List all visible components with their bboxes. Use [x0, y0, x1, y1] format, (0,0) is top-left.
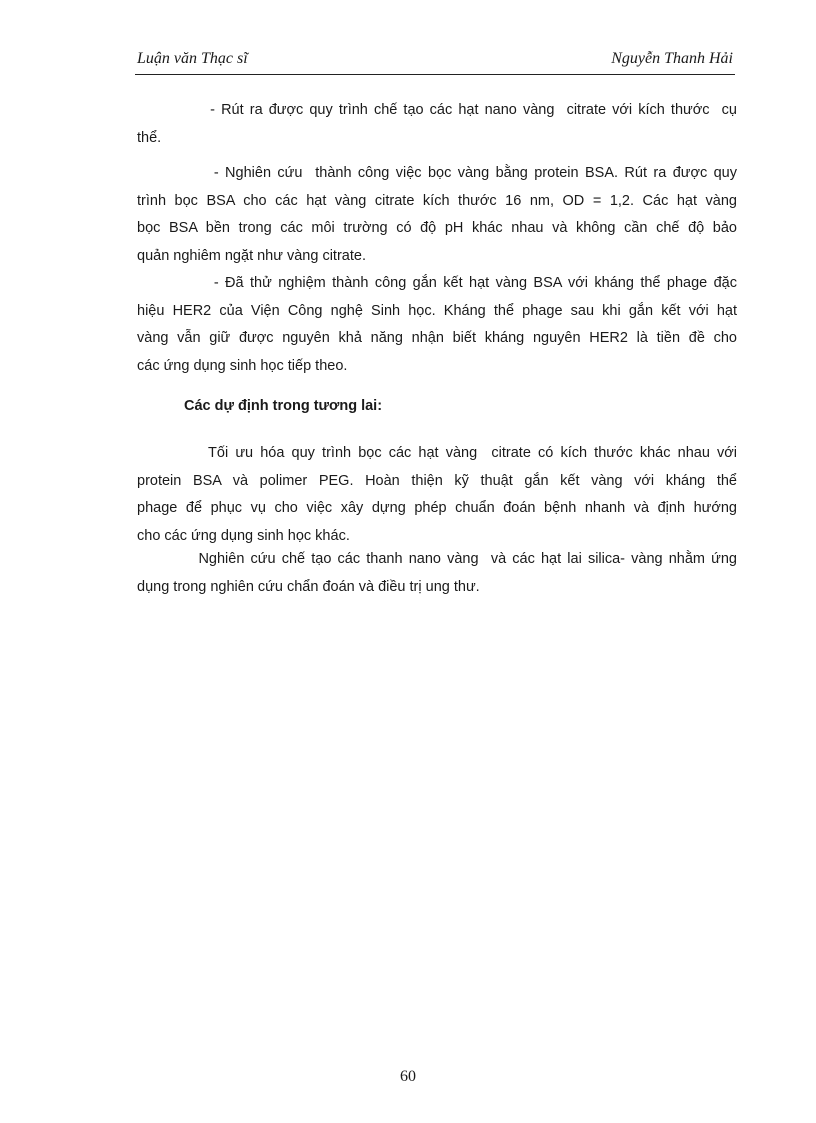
text-line: dụng trong nghiên cứu chẩn đoán và điều trị ung thư.: [137, 578, 480, 595]
header-author-name: Nguyễn Thanh Hải: [611, 50, 733, 67]
paragraph-result-3: [137, 270, 737, 380]
page-header: [135, 44, 735, 75]
text-line: cho các ứng dụng sinh học khác.: [137, 527, 350, 544]
text-line: thể.: [137, 129, 162, 146]
text-line: các ứng dụng sinh học tiếp theo.: [137, 357, 348, 374]
paragraph-result-2: [137, 160, 737, 270]
text-line: bọc BSA bền trong các môi trường có độ pH khác nhau và không cần chế độ bảo: [137, 220, 737, 236]
text-line: trình bọc BSA cho các hạt vàng citrate kích thước 16 nm, OD = 1,2. Các hạt vàng: [137, 192, 737, 209]
text-line: - Rút ra được quy trình chế tạo các hạt nano vàng citrate với kích thước cụ: [137, 102, 737, 118]
paragraph-result-1: [137, 97, 737, 152]
text-line: - Đã thử nghiệm thành công gắn kết hạt vàng BSA với kháng thể phage đặc: [137, 275, 737, 291]
header-thesis-title: Luận văn Thạc sĩ: [137, 50, 248, 67]
text-line: phage để phục vụ cho việc xây dựng phép chuẩn đoán bệnh nhanh và định hướng: [137, 500, 737, 516]
text-line: vàng vẫn giữ được nguyên khả năng nhận biết kháng nguyên HER2 là tiền đề cho: [137, 330, 737, 346]
text-line: protein BSA và polimer PEG. Hoàn thiện kỹ thuật gắn kết vàng với kháng thể: [137, 472, 737, 489]
paragraph-future-1: [137, 440, 737, 550]
section-heading-future-plans: Các dự định trong tương lai:: [184, 398, 383, 414]
paragraph-future-2: [137, 546, 737, 601]
text-line: hiệu HER2 của Viện Công nghệ Sinh học. Kháng thể phage sau khi gắn kết với hạt: [137, 302, 737, 319]
text-line: - Nghiên cứu thành công việc bọc vàng bằng protein BSA. Rút ra được quy: [137, 165, 737, 181]
text-line: quản nghiêm ngặt như vàng citrate.: [137, 247, 366, 264]
page-number: 60: [400, 1068, 416, 1085]
text-line: Nghiên cứu chế tạo các thanh nano vàng và các hạt lai silica- vàng nhằm ứng: [137, 551, 737, 567]
text-line: Tối ưu hóa quy trình bọc các hạt vàng citrate có kích thước khác nhau với: [137, 445, 737, 461]
